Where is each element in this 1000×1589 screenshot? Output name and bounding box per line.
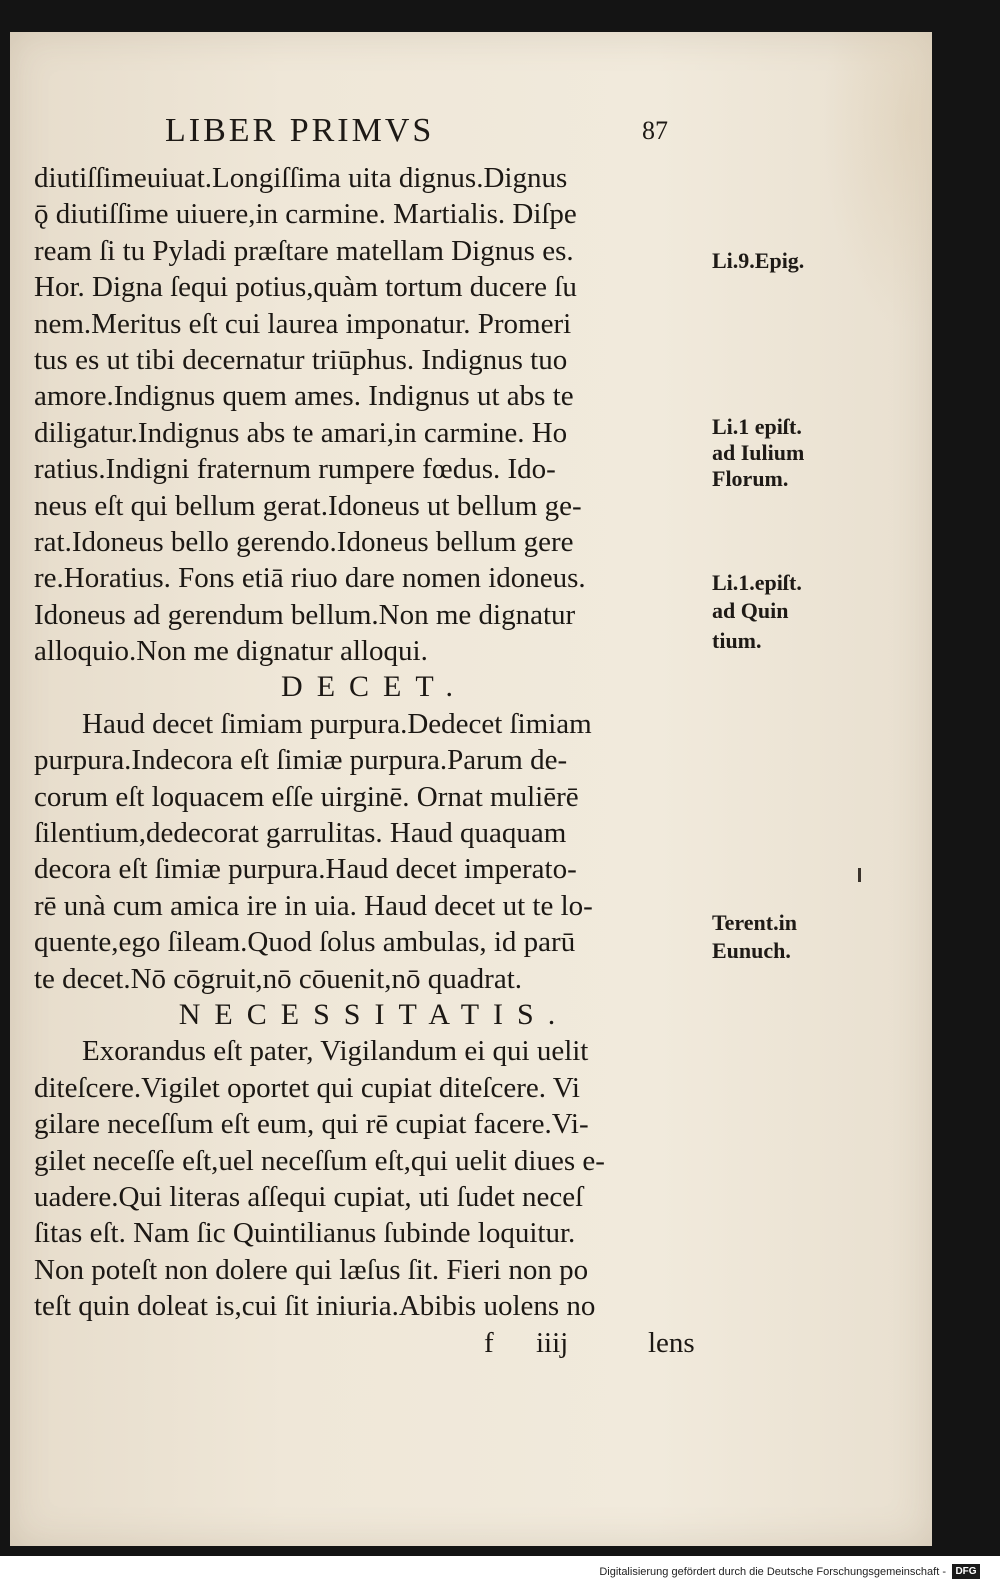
dfg-logo: DFG [952,1564,980,1579]
text-line: neus eſt qui bellum gerat.Idoneus ut bellum ge- [34,489,582,522]
catchword-line [34,1325,714,1361]
section-heading-decet: DECET. [281,670,467,704]
margin-note: Eunuch. [712,938,791,963]
text-line: re.Horatius. Fons etiā riuo dare nomen idoneus. [34,562,586,595]
signature-number: iiij [536,1326,569,1359]
text-line: tus es ut tibi decernatur triūphus. Indignus tuo [34,343,568,376]
text-line: diutiſſimeuiuat.Longiſſima uita dignus.Dignus [34,162,568,194]
margin-note: Li.9.Epig. [712,248,805,273]
text-line: amore.Indignus quem ames. Indignus ut abs te [34,380,574,413]
margin-note: Florum. [712,466,789,491]
text-line: nem.Meritus eſt cui laurea imponatur. Promeri [34,307,572,340]
footer-credit: Digitalisierung gefördert durch die Deutsche Forschungsgemeinschaft - [599,1566,946,1578]
text-line: te decet.Nō cōgruit,nō cōuenit,nō quadrat. [34,962,523,995]
margin-note: Li.1.epiſt. [712,570,802,595]
running-head: LIBER PRIMVS [165,112,435,149]
text-line: corum eſt loquacem eſſe uirginē. Ornat muliērē [34,780,579,813]
text-line: alloquio.Non me dignatur alloqui. [34,635,428,668]
text-line: quente,ego ſileam.Quod ſolus ambulas, id parū [34,926,576,959]
text-line: Non poteſt non dolere qui læſus ſit. Fieri non po [34,1253,589,1286]
text-line: Idoneus ad gerendum bellum.Non me dignatur [34,598,576,631]
text-line: uadere.Qui literas aſſequi cupiat, uti ſudet neceſ [34,1180,584,1213]
text-line: diligatur.Indignus abs te amari,in carmine. Ho [34,416,568,449]
margin-note: Li.1 epiſt. [712,414,802,439]
page-number: 87 [642,116,668,145]
text-line: rat.Idoneus bello gerendo.Idoneus bellum gere [34,525,574,558]
text-line: Haud decet ſimiam purpura.Dedecet ſimiam [82,707,592,740]
text-line: gilet neceſſe eſt,uel neceſſum eſt,qui uelit diues e- [34,1144,605,1177]
ink-mark [858,868,861,882]
margin-note: ad Iulium [712,440,805,465]
text-line: ſitas eſt. Nam ſic Quintilianus ſubinde loquitur. [34,1217,576,1250]
catchword: lens [648,1326,695,1359]
text-line: ǭ diutiſſime uiuere,in carmine. Martialis. Diſpe [34,198,577,231]
margin-note: Terent.in [712,910,797,935]
margin-note: ad Quin [712,598,789,623]
main-text-block [34,160,714,1361]
text-line: ratius.Indigni fraternum rumpere fœdus. Ido- [34,453,556,486]
text-line: gilare neceſſum eſt eum, qui rē cupiat facere.Vi- [34,1108,589,1141]
text-line: rē unà cum amica ire in uia. Haud decet ut te lo- [34,889,593,922]
text-line: diteſcere.Vigilet oportet qui cupiat diteſcere. Vi [34,1071,580,1104]
text-line: teſt quin doleat is,cui ſit iniuria.Abibis uolens no [34,1290,596,1323]
section-heading-necessitatis: NECESSITATIS. [178,997,570,1031]
text-line: ſilentium,dedecorat garrulitas. Haud quaquam [34,817,567,850]
signature-mark: f [484,1326,494,1359]
text-line: ream ſi tu Pyladi præſtare matellam Dignus es. [34,234,574,267]
text-line: decora eſt ſimiæ purpura.Haud decet imperato- [34,853,577,886]
text-line: Hor. Digna ſequi potius,quàm tortum ducere ſu [34,271,577,304]
text-line: Exorandus eſt pater, Vigilandum ei qui uelit [82,1035,589,1068]
text-line: purpura.Indecora eſt ſimiæ purpura.Parum de- [34,744,568,777]
margin-note: tium. [712,628,762,653]
